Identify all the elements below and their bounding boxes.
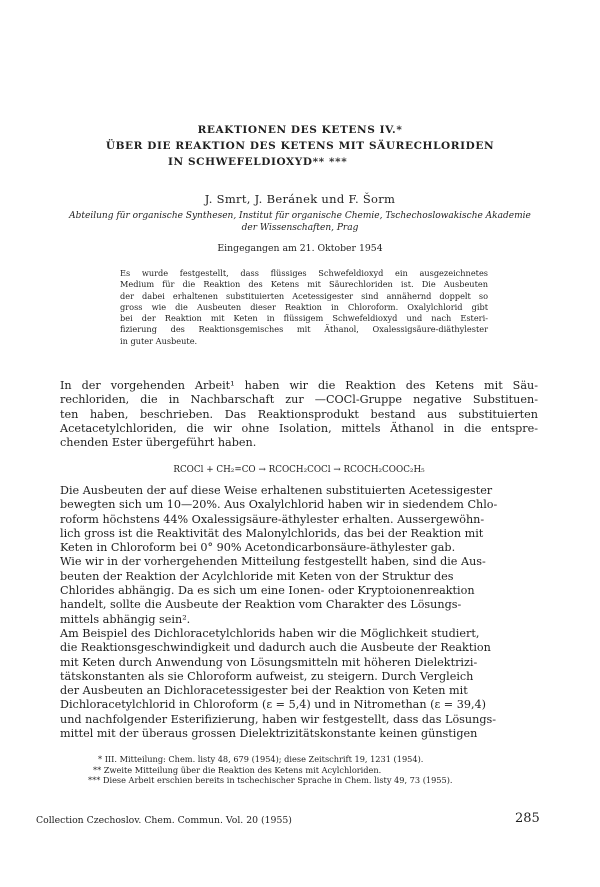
body-line: roform höchstens 44% Oxalessigsäure-äthylester erhalten. Aussergewöhn-: [60, 512, 485, 526]
body-line: lich gross ist die Reaktivität des Malonylchlorids, das bei der Reaktion mit: [60, 526, 484, 540]
body-line: In der vorgehenden Arbeit¹ haben wir die Reaktion des Ketens mit Säu-: [60, 379, 538, 392]
body-line: chenden Ester übergeführt haben.: [60, 436, 257, 450]
body-line: Am Beispiel des Dichloracetylchlorids haben wir die Möglichkeit studiert,: [60, 626, 480, 640]
body-line: tätskonstanten als sie Chloroform aufweist, zu steigern. Durch Vergleich: [60, 669, 474, 683]
footnote: * III. Mitteilung: Chem. listy 48, 679 (1954); diese Zeitschrift 19, 1231 (1954).: [98, 754, 424, 764]
abstract-line: fizierung des Reaktionsgemisches mit Äthanol, Oxalessigsäure-diäthylester: [120, 324, 488, 335]
body-text-main: [60, 484, 538, 741]
body-line: Keten in Chloroform bei 0° 90% Acetondicarbonsäure-äthylester gab.: [60, 541, 456, 555]
body-line: ten haben, beschrieben. Das Reaktionsprodukt bestand aus substituierten: [60, 407, 538, 421]
body-line: bewegten sich um 10—20%. Aus Oxalylchlorid haben wir in siedendem Chlo-: [60, 498, 498, 512]
abstract: [120, 268, 488, 347]
affiliation-line-2: der Wissenschaften, Prag: [241, 223, 359, 233]
body-text-intro: [60, 379, 538, 450]
page-number: 285: [515, 811, 540, 826]
body-line: Chlorides abhängig. Da es sich um eine Ionen- oder Kryptoionenreaktion: [60, 584, 475, 598]
body-line: der Ausbeuten an Dichloracetessigester bei der Reaktion von Keten mit: [60, 684, 468, 698]
reaction-formula: RCOCl + CH₂=CO → RCOCH₂COCl → RCOCH₂COOC₂H₅: [173, 465, 425, 475]
body-line: die Reaktionsgeschwindigkeit und dadurch auch die Ausbeute der Reaktion: [60, 641, 491, 655]
title-line-3: IN SCHWEFELDIOXYD** ***: [168, 156, 348, 168]
body-line: rechloriden, die in Nachbarschaft zur —COCl-Gruppe negative Substituen-: [60, 393, 538, 407]
body-line: beuten der Reaktion der Acylchloride mit Keten von der Struktur des: [60, 569, 454, 583]
footnotes: [60, 754, 538, 786]
body-line: mit Keten durch Anwendung von Lösungsmitteln mit höheren Dielektrizi-: [60, 655, 478, 669]
body-line: und nachfolgender Esterifizierung, haben wir festgestellt, dass das Lösungs-: [60, 712, 497, 726]
title-line-1: REAKTIONEN DES KETENS IV.*: [197, 124, 403, 136]
abstract-line: Medium für die Reaktion des Ketens mit Säurechloriden ist. Die Ausbeuten: [120, 279, 488, 290]
body-line: mittel mit der überaus grossen Dielektrizitätskonstante keinen günstigen: [60, 727, 478, 741]
footnote: ** Zweite Mitteilung über die Reaktion des Ketens mit Acylchloriden.: [93, 764, 382, 775]
title-line-2: ÜBER DIE REAKTION DES KETENS MIT SÄURECHLORIDEN: [105, 140, 495, 152]
abstract-line: in guter Ausbeute.: [120, 335, 198, 346]
body-line: Dichloracetylchlorid in Chloroform (ε = 5,4) und in Nitromethan (ε = 39,4): [60, 698, 487, 712]
body-line: Acetacetylchloriden, die wir ohne Isolation, mittels Äthanol in die entspre-: [60, 421, 538, 435]
authors: J. Smrt, J. Beránek und F. Šorm: [204, 192, 396, 206]
journal-citation: Collection Czechoslov. Chem. Commun. Vol. 20 (1955): [36, 815, 292, 826]
footnote: *** Diese Arbeit erschien bereits in tschechischer Sprache in Chem. listy 49, 73 (1955).: [88, 775, 453, 786]
body-line: handelt, sollte die Ausbeute der Reaktion vom Charakter des Lösungs-: [60, 598, 462, 612]
abstract-line: der dabei erhaltenen substituierten Acetessigester sind annähernd doppelt so: [120, 290, 488, 301]
body-line: Die Ausbeuten der auf diese Weise erhaltenen substituierten Acetessigester: [60, 484, 493, 497]
received-date: Eingegangen am 21. Oktober 1954: [217, 243, 383, 254]
abstract-line: gross wie die Ausbeuten dieser Reaktion in Chloroform. Oxalylchlorid gibt: [120, 301, 488, 312]
body-line: Wie wir in der vorhergehenden Mitteilung festgestellt haben, sind die Aus-: [60, 555, 486, 569]
abstract-line: bei der Reaktion mit Keten in flüssigem Schwefeldioxyd und nach Esteri-: [120, 313, 488, 324]
body-line: mittels abhängig sein².: [60, 612, 191, 626]
abstract-line: Es wurde festgestellt, dass flüssiges Schwefeldioxyd ein ausgezeichnetes: [120, 268, 488, 278]
affiliation-line-1: Abteilung für organische Synthesen, Institut für organische Chemie, Tschechoslowakische Akademie: [69, 211, 531, 221]
